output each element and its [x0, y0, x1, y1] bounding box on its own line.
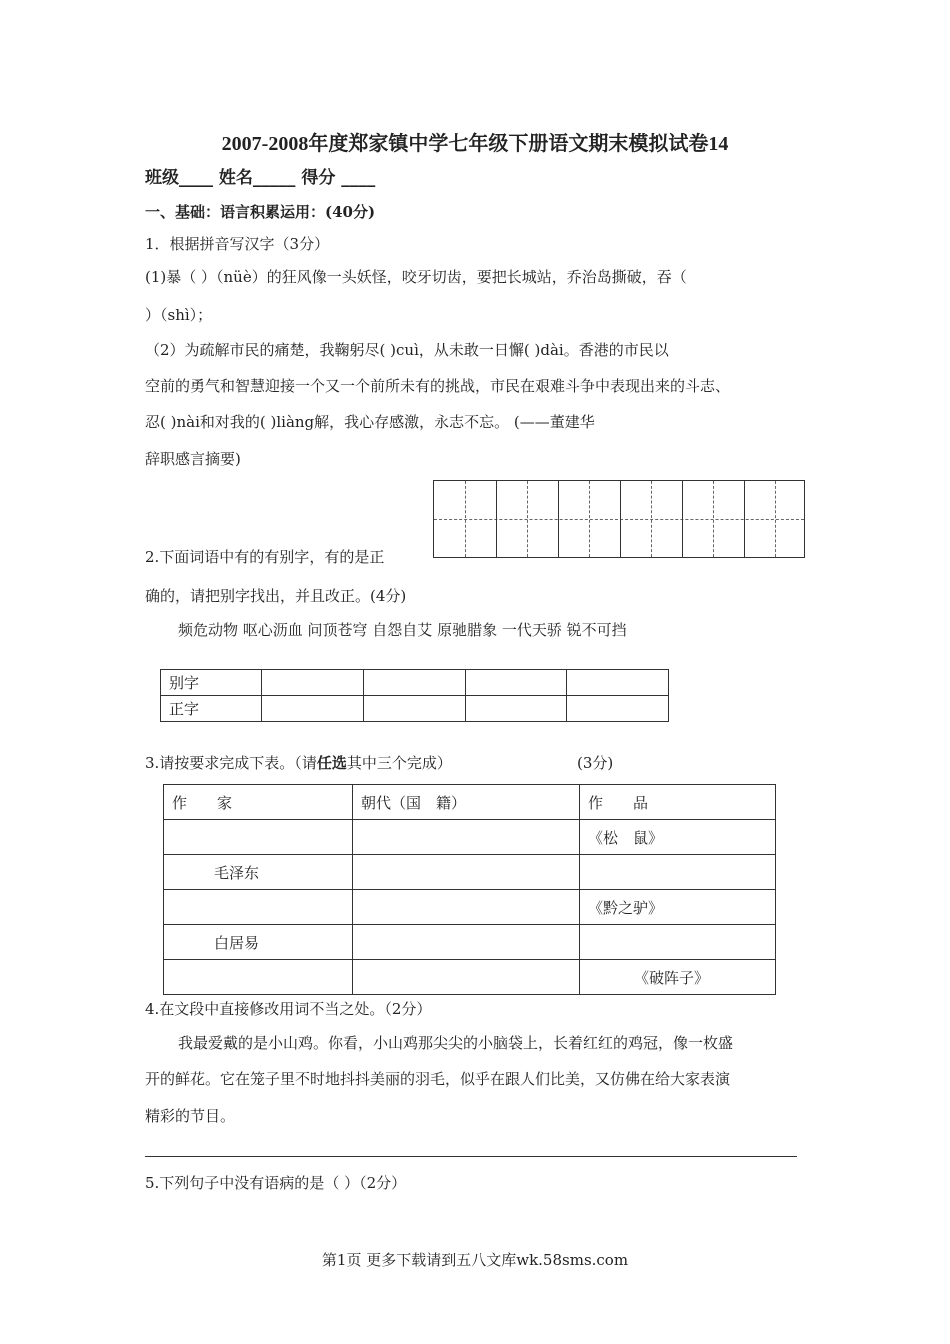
- q4-passage-line-3: 精彩的节目。: [145, 1107, 236, 1125]
- table-cell: 《松 鼠》: [580, 820, 776, 855]
- q3-prompt-emphasis: 任选: [316, 754, 347, 772]
- q1-line-6: 辞职感言摘要): [145, 450, 241, 468]
- q4-passage-line-2: 开的鲜花。它在笼子里不时地抖抖美丽的羽毛，似乎在跟人们比美，又仿佛在给大家表演: [145, 1070, 731, 1088]
- q2-answer-table: [160, 669, 669, 722]
- q1-line-5: 忍( )nài和对我的( )liàng解，我心存感激，永志不忘。 (——董建华: [145, 413, 595, 431]
- table-cell: 毛泽东: [164, 855, 353, 890]
- table-header: 朝代（国 籍）: [353, 785, 580, 820]
- q3-prompt-text: 3.请按要求完成下表。（请: [145, 754, 317, 772]
- q1-line-4: 空前的勇气和智慧迎接一个又一个前所未有的挑战，市民在艰难斗争中表现出来的斗志、: [145, 377, 731, 395]
- table-cell[interactable]: [580, 855, 776, 890]
- exam-title: 2007-2008年度郑家镇中学七年级下册语文期末模拟试卷14: [221, 133, 729, 155]
- q4-passage-line-1: 我最爱戴的是小山鸡。你看，小山鸡那尖尖的小脑袋上，长着红红的鸡冠，像一枚盛: [178, 1034, 734, 1052]
- q3-author-table: [163, 784, 776, 995]
- table-cell[interactable]: [164, 890, 353, 925]
- table-cell: 《破阵子》: [580, 960, 776, 995]
- writing-grid[interactable]: [433, 480, 805, 558]
- q1-prompt: 1．根据拼音写汉字（3分）: [145, 235, 330, 253]
- student-info-line: 班级____ 姓名_____ 得分 ____: [145, 168, 376, 188]
- table-cell[interactable]: [164, 820, 353, 855]
- section-heading: 一、基础：语言积累运用：(40分): [145, 203, 376, 221]
- answer-cell[interactable]: [465, 670, 567, 696]
- q1-line-2: ）（shì）；: [145, 306, 213, 324]
- q2-row-label: 别字: [161, 670, 262, 696]
- q1-line-3: （2）为疏解市民的痛楚，我鞠躬尽( )cuì，从未敢一日懈( )dài。香港的市民以: [145, 341, 669, 359]
- q2-word-list: 频危动物 呕心沥血 问顶苍穹 自怨自艾 原驰腊象 一代天骄 锐不可挡: [178, 621, 627, 639]
- table-cell[interactable]: [353, 960, 580, 995]
- answer-cell[interactable]: [567, 670, 669, 696]
- q1-line-1: (1)暴（ ）（nüè）的狂风像一头妖怪，咬牙切齿，要把长城站，乔治岛撕破，吞（: [145, 268, 687, 286]
- table-cell[interactable]: [164, 960, 353, 995]
- q3-score: (3分): [577, 754, 614, 772]
- q2-row-label: 正字: [161, 696, 262, 722]
- q2-prompt-line-2: 确的，请把别字找出，并且改正。(4分): [145, 587, 407, 605]
- table-cell: 《黔之驴》: [580, 890, 776, 925]
- q3-prompt: [145, 753, 452, 773]
- answer-cell[interactable]: [363, 696, 465, 722]
- table-cell[interactable]: [580, 925, 776, 960]
- table-cell[interactable]: [353, 855, 580, 890]
- answer-cell[interactable]: [465, 696, 567, 722]
- table-cell[interactable]: [353, 925, 580, 960]
- answer-cell[interactable]: [262, 696, 364, 722]
- table-cell[interactable]: [353, 890, 580, 925]
- q4-prompt: 4.在文段中直接修改用词不当之处。（2分）: [145, 1000, 432, 1018]
- table-header: 作 家: [164, 785, 353, 820]
- page-footer: 第1页 更多下载请到五八文库wk.58sms.com: [321, 1251, 629, 1269]
- answer-cell[interactable]: [262, 670, 364, 696]
- q2-prompt-line-1: 2.下面词语中有的有别字，有的是正: [145, 548, 385, 566]
- q5-prompt: 5.下列句子中没有语病的是（ ）（2分）: [145, 1174, 407, 1192]
- table-cell: 白居易: [164, 925, 353, 960]
- answer-cell[interactable]: [363, 670, 465, 696]
- table-header: 作 品: [580, 785, 776, 820]
- q3-prompt-text: 其中三个完成）: [346, 754, 452, 772]
- answer-cell[interactable]: [567, 696, 669, 722]
- answer-line[interactable]: [145, 1156, 797, 1157]
- table-cell[interactable]: [353, 820, 580, 855]
